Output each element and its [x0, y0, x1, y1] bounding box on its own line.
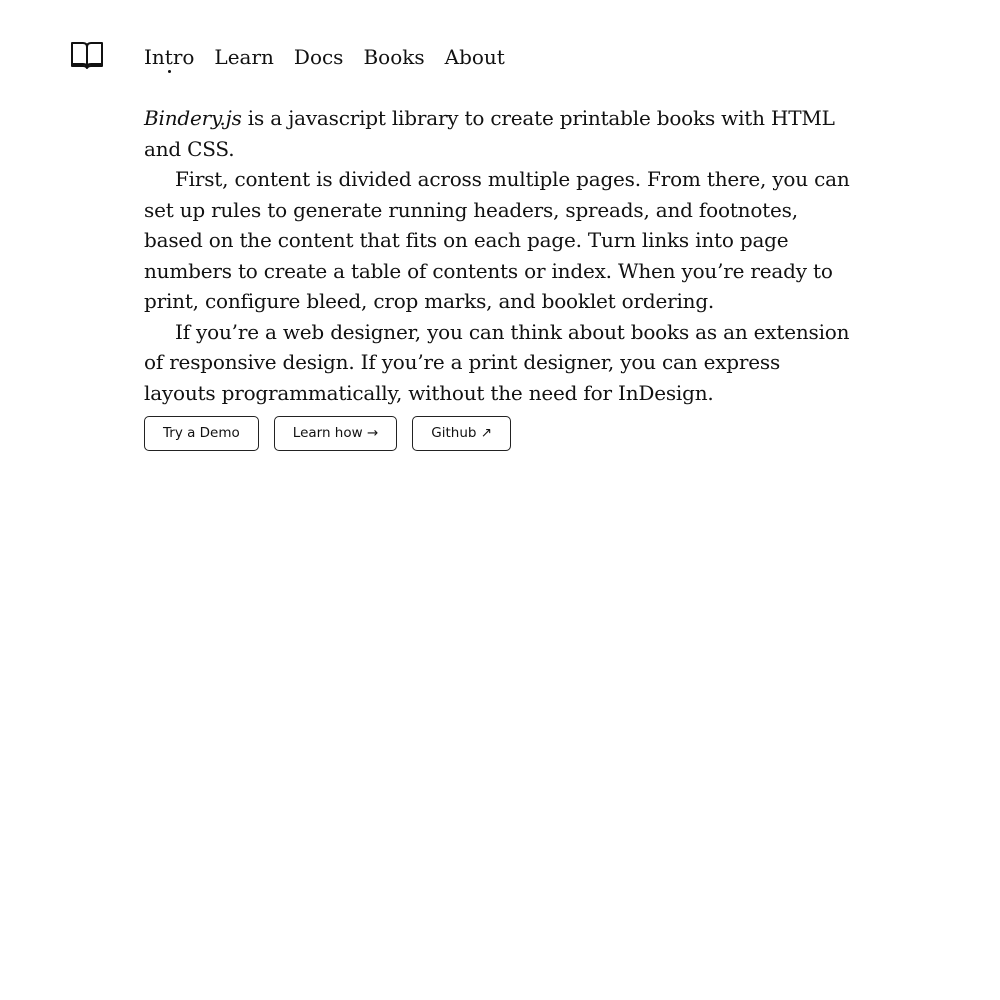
nav-item-books[interactable]: [363, 42, 424, 72]
nav-item-docs[interactable]: [294, 42, 344, 72]
action-buttons: [144, 416, 511, 451]
try-demo-button[interactable]: Try a Demo: [144, 416, 259, 451]
nav-item-intro[interactable]: [144, 42, 194, 72]
intro-content: [144, 103, 854, 408]
nav-item-label: Intro: [144, 45, 195, 69]
learn-how-button[interactable]: Learn how →: [274, 416, 397, 451]
intro-paragraph-3: If you’re a web designer, you can think about books as an extension of responsive design. If you’re a print designer, you can express layouts programmatically, without the need for InDesign.: [144, 319, 850, 405]
active-indicator-dot: [168, 70, 171, 73]
main-nav: [144, 42, 505, 72]
nav-item-label: Books: [363, 45, 425, 69]
intro-paragraph-1: [144, 103, 854, 164]
nav-item-label: Docs: [293, 45, 344, 69]
github-button[interactable]: Github ↗: [412, 416, 511, 451]
nav-item-about[interactable]: [445, 42, 505, 72]
nav-item-learn[interactable]: [214, 42, 273, 72]
nav-item-label: Learn: [214, 45, 274, 69]
intro-lead-text: is a javascript library to create printable books with HTML and CSS.: [144, 106, 835, 161]
intro-paragraph-2: First, content is divided across multiple pages. From there, you can set up rules to generate running headers, spreads, and footnotes, based on the content that fits on each page. Turn links into page numbers to create a table of contents or index. When you’re ready to print, configure bleed, crop marks, and booklet ordering.: [144, 167, 850, 313]
open-book-logo-icon[interactable]: [70, 40, 104, 70]
brand-name: Bindery.js: [144, 106, 242, 130]
nav-item-label: About: [444, 45, 505, 69]
